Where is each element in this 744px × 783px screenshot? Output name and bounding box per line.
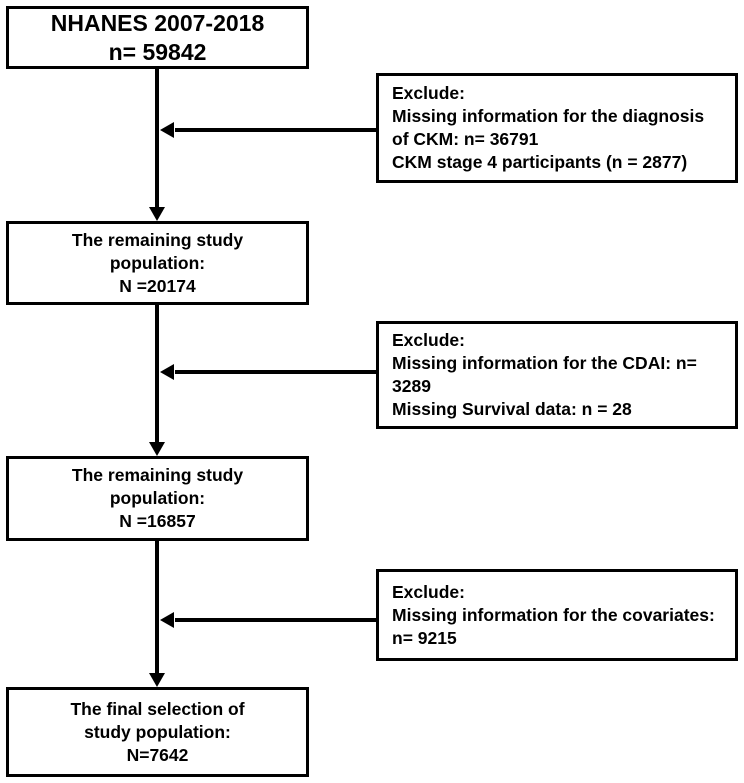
box-text-line: N =20174 [119, 275, 196, 296]
box-text-line: CKM stage 4 participants (n = 2877) [392, 152, 688, 172]
box-text-line: of CKM: n= 36791 [392, 129, 539, 149]
box-text-line: N =16857 [119, 511, 196, 531]
box-text-line: study population: [84, 721, 231, 742]
box-text-line: Exclude: [392, 581, 465, 602]
box-text-line: population: [109, 252, 206, 273]
arrow-left-2 [160, 364, 376, 380]
start-box [6, 6, 309, 69]
arrow-left-3 [160, 612, 376, 628]
exclude-box-1 [376, 73, 738, 183]
arrow-down-2 [149, 305, 165, 456]
box-text-line: N=7642 [126, 744, 189, 765]
exclude-box-2 [376, 321, 738, 429]
box-text-line: n= 9215 [392, 627, 457, 648]
exclude-box-3 [376, 569, 738, 661]
box-text-line: 3289 [392, 376, 431, 396]
box-text-line: The remaining study [71, 229, 244, 250]
box-text-line: Exclude: [392, 83, 465, 103]
box-text-line: population: [109, 488, 206, 508]
box-text-line: The remaining study [71, 465, 244, 485]
remaining-population-box-2 [6, 456, 309, 541]
box-text-line: n= 59842 [108, 38, 207, 65]
box-text-line: Missing Survival data: n = 28 [392, 399, 632, 419]
remaining-population-box-1 [6, 221, 309, 305]
box-text-line: Missing information for the diagnosis [392, 106, 705, 126]
box-text-line: NHANES 2007-2018 [50, 9, 265, 36]
arrow-left-1 [160, 122, 376, 138]
box-text-line: The final selection of [70, 698, 245, 719]
box-text-line: Missing information for the CDAI: n= [392, 353, 697, 373]
final-selection-box [6, 687, 309, 777]
box-text-line: Missing information for the covariates: [392, 604, 715, 625]
box-text-line: Exclude: [392, 330, 465, 350]
arrow-down-1 [149, 69, 165, 221]
arrow-down-3 [149, 541, 165, 687]
